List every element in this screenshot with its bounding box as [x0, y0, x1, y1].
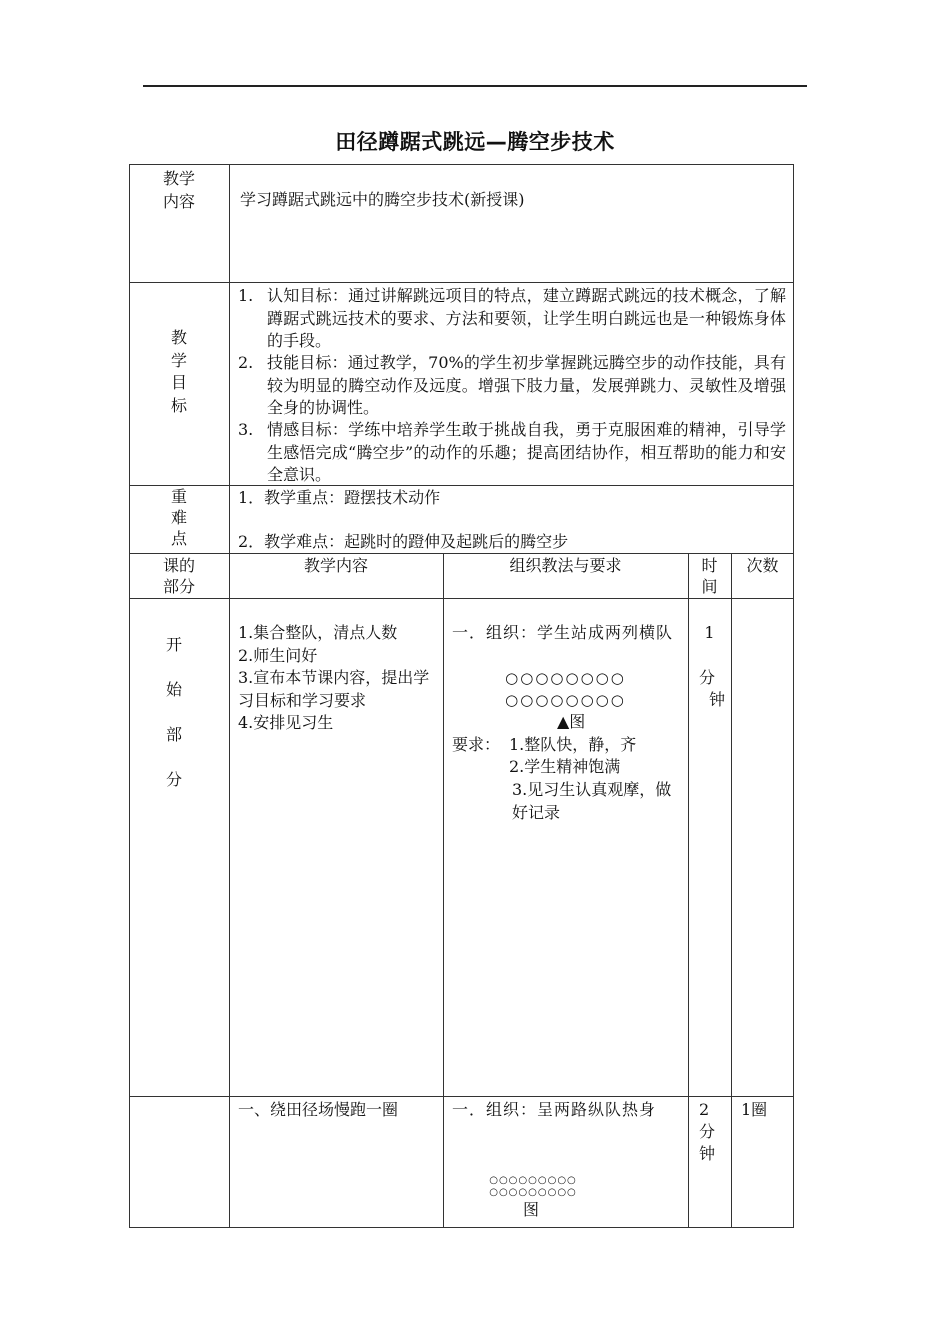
goal-text: 认知目标：通过讲解跳远项目的特点，建立蹲踞式跳远的技术概念，了解蹲踞式跳远技术的要求、方法和要领，让学生明白跳远也是一种锻炼身体的手段。: [267, 286, 786, 350]
requirement-item: 3.见习生认真观摩，做好记录: [512, 780, 672, 822]
start-content-list: [238, 622, 438, 735]
goals-label-char: 目: [170, 373, 187, 392]
method-time-divider: [688, 553, 689, 1228]
header-time-line1: 时: [701, 556, 718, 575]
header-part: [129, 555, 229, 597]
header-part-line2: 部分: [162, 577, 195, 596]
start-part-label-char: 分: [165, 770, 182, 789]
goals-label: [129, 327, 229, 417]
warmup-time-num: 2: [699, 1100, 710, 1119]
row-divider-content: [129, 282, 794, 283]
goal-number: 1.: [238, 286, 254, 305]
list-item: 4.安排见习生: [238, 713, 334, 732]
warmup-time-unit: 钟: [699, 1144, 716, 1163]
requirements-label: 要求：: [452, 735, 501, 754]
goal-number: 2.: [238, 353, 254, 372]
header-content: 教学内容: [303, 556, 368, 575]
list-item: 3.宣布本节课内容，提出学习目标和学习要求: [238, 668, 430, 710]
goal-item-affective: [238, 419, 786, 487]
header-part-line1: 课的: [162, 556, 195, 575]
key-point-difficulty: 2．教学难点：起跳时的蹬伸及起跳后的腾空步: [238, 532, 569, 551]
header-time-line2: 间: [701, 577, 718, 596]
start-part-label-char: 始: [165, 680, 182, 699]
warmup-method-org: 一．组织：呈两路纵队热身: [452, 1100, 657, 1119]
time-count-divider: [731, 553, 732, 1228]
goals-label-char: 教: [170, 328, 187, 347]
warmup-time-unit: 分: [699, 1122, 716, 1141]
keypoints-label-char: 重: [170, 487, 187, 506]
header-count: 次数: [746, 556, 779, 575]
start-time-unit: 钟: [709, 690, 726, 709]
goal-item-skill: [238, 352, 786, 420]
keypoints-label-char: 点: [170, 529, 187, 548]
requirement-item: 2.学生精神饱满: [509, 757, 621, 776]
warmup-count: 1圈: [741, 1100, 768, 1119]
header-time: [688, 555, 731, 597]
start-part-label-char: 部: [165, 725, 182, 744]
content-label-line2: 内容: [162, 191, 195, 211]
formation-row: ○○○○○○○○○: [489, 1175, 577, 1186]
goal-text: 技能目标：通过教学，70%的学生初步掌握跳远腾空步的动作技能，具有较为明显的腾空动作及远度。增强下肢力量，发展弹跳力、灵敏性及增强全身的协调性。: [267, 353, 786, 417]
goal-text: 情感目标：学练中培养学生敢于挑战自我，勇于克服困难的精神，引导学生感悟完成“腾空步”的动作的乐趣；提高团结协作，相互帮助的能力和安全意识。: [267, 420, 786, 484]
content-method-divider: [443, 553, 444, 1228]
start-method-org: 一．组织：学生站成两列横队: [452, 623, 674, 642]
list-item: 2.师生问好: [238, 645, 318, 665]
formation-row: ○○○○○○○○○: [489, 1187, 577, 1198]
content-label: [129, 168, 229, 213]
formation-row: ○○○○○○○○: [505, 691, 626, 709]
warmup-content: 一、绕田径场慢跑一圈: [238, 1100, 399, 1119]
content-value: 学习蹲踞式跳远中的腾空步技术(新授课): [240, 190, 525, 209]
label-column-divider: [229, 164, 230, 1228]
goals-label-char: 标: [170, 395, 187, 415]
formation-row: ○○○○○○○○: [505, 669, 626, 687]
keypoints-label: [129, 486, 229, 549]
goal-item-cognitive: [238, 285, 786, 353]
formation-caption: 图: [523, 1200, 540, 1219]
document-title: 田径蹲踞式跳远—腾空步技术: [335, 130, 615, 154]
start-part-label: [129, 622, 219, 802]
start-part-label-char: 开: [165, 635, 182, 654]
header-rule: [143, 85, 807, 87]
list-item: 1.集合整队，清点人数: [238, 623, 398, 642]
start-time-num: 1: [704, 623, 715, 642]
row-divider-start: [129, 1096, 794, 1097]
header-method: 组织教法与要求: [509, 556, 622, 575]
formation-caption: ▲图: [557, 712, 586, 731]
requirement-item: 1.整队快，静，齐: [509, 735, 637, 754]
start-time-unit: 分: [699, 668, 716, 687]
key-point-focus: 1．教学重点：蹬摆技术动作: [238, 488, 441, 507]
row-divider-header: [129, 598, 794, 599]
keypoints-label-char: 难: [170, 508, 187, 527]
goal-number: 3.: [238, 420, 254, 439]
content-label-line1: 教学: [162, 169, 195, 188]
goals-label-char: 学: [170, 350, 187, 370]
